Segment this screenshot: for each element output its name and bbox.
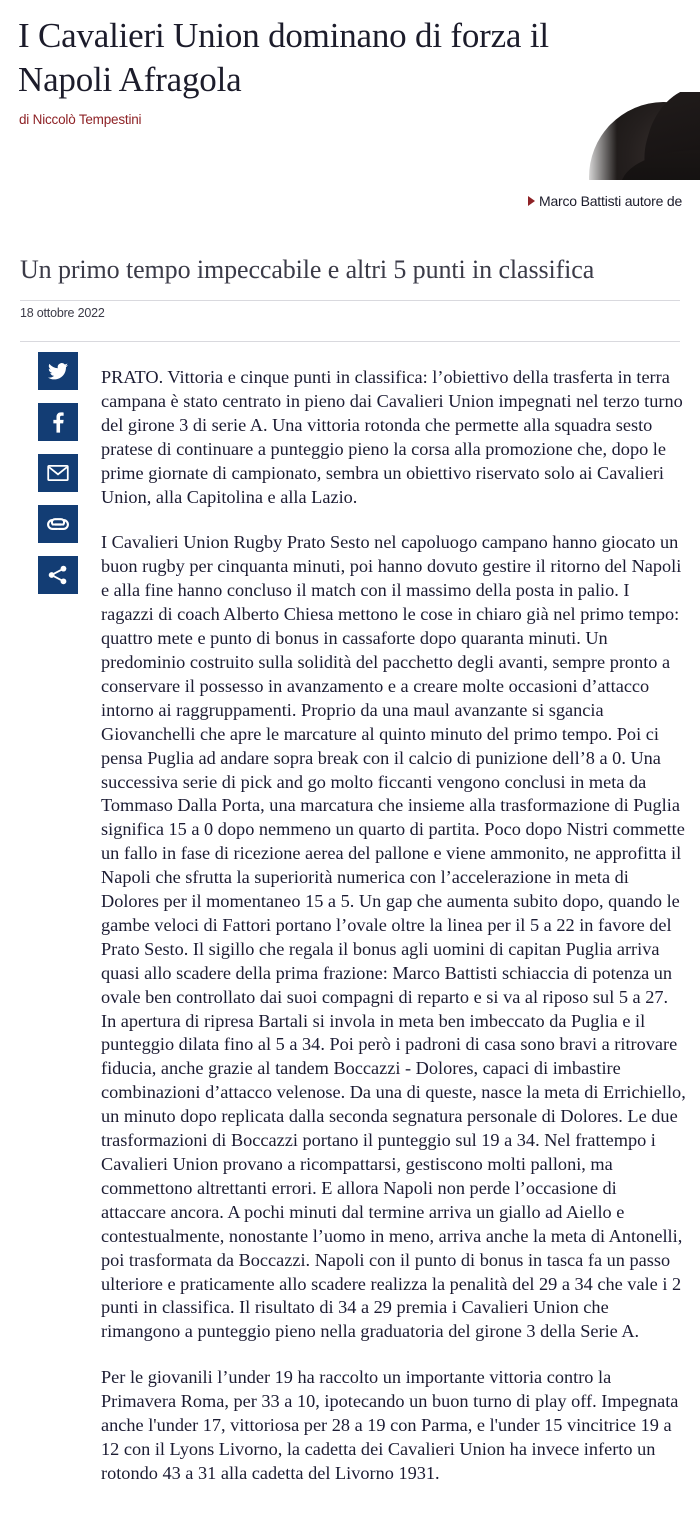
photo-caption-text: Marco Battisti autore de [539, 193, 683, 209]
share-link-button[interactable] [38, 505, 78, 543]
photo-edge-fade [583, 92, 617, 180]
lead-photo [583, 92, 700, 180]
article-byline: di Niccolò Tempestini [19, 112, 142, 127]
email-icon [47, 465, 69, 481]
page-title: I Cavalieri Union dominano di forza il Napoli Afragola [18, 16, 549, 100]
triangle-bullet-icon [528, 196, 535, 206]
article-body [101, 366, 686, 1486]
twitter-icon [48, 363, 68, 380]
share-twitter-button[interactable] [38, 352, 78, 390]
share-facebook-button[interactable] [38, 403, 78, 441]
facebook-icon [53, 412, 64, 433]
share-rail [38, 352, 78, 594]
share-generic-button[interactable] [38, 556, 78, 594]
article-paragraph: Per le giovanili l’under 19 ha raccolto un importante vittoria contro la Primavera Roma, per 33 a 10, ipotecando un buon turno di play off. Impegnata anche l'under 17, vittoriosa per 28 a 19 con Parma, e l'under 15 vincitrice 19 a 12 con il Lyons Livorno, la cadetta dei Cavalieri Union ha invece inferto un rotondo 43 a 31 alla cadetta del Livorno 1931. [101, 1367, 679, 1483]
article-paragraph: I Cavalieri Union Rugby Prato Sesto nel capoluogo campano hanno giocato un buon rugby per cinquanta minuti, poi hanno dovuto gestire il ritorno del Napoli e alla fine hanno concluso il match con il massimo della posta in palio. I ragazzi di coach Alberto Chiesa mettono le cose in chiaro già nel primo tempo: quattro mete e punto di bonus in cassaforte dopo quaranta minuti. Un predominio costruito sulla solidità del pacchetto degli avanti, sempre pronto a conservare il possesso in avanzamento e a creare molte occasioni d’attacco intorno ai raggruppamenti. Proprio da una maul avanzante si sgancia Giovanchelli che apre le marcature al quinto minuto del primo tempo. Poi ci pensa Puglia ad andare sopra break con il calcio di punizione dell’8 a 0. Una successiva serie di pick and go molto ficcanti vengono conclusi in meta da Tommaso Dalla Porta, una marcatura che insieme alla trasformazione di Puglia significa 15 a 0 dopo nemmeno un quarto di partita. Poco dopo Nistri commette un fallo in fase di ricezione aerea del pallone e viene ammonito, ne approfitta il Napoli che sfrutta la superiorità numerica con l’accelerazione in meta di Dolores per il momentaneo 15 a 5. Un gap che aumenta subito dopo, quando le gambe veloci di Fattori portano l’ovale oltre la linea per il 5 a 22 in favore del Prato Sesto. Il sigillo che regala il bonus agli uomini di capitan Puglia arriva quasi allo scadere della prima frazione: Marco Battisti schiaccia di potenza un ovale ben controllato dai suoi compagni di reparto e si va al riposo sul 5 a 27. In apertura di ripresa Bartali si invola in meta ben imbeccato da Puglia e il punteggio dilata fino al 5 a 34. Poi però i padroni di casa sono bravi a ritrovare fiducia, anche grazie al tandem Boccazzi - Dolores, capaci di imbastire combinazioni d’attacco velenose. Da una di queste, nasce la meta di Errichiello, un minuto dopo replicata dalla seconda segnatura personale di Dolores. Le due trasformazioni di Boccazzi portano il punteggio sul 19 a 34. Nel frattempo i Cavalieri Union provano a ricompattarsi, gestiscono molti palloni, ma commettono altrettanti errori. E allora Napoli non perde l’occasione di attaccare ancora. A pochi minuti dal termine arriva un giallo ad Aiello e contestualmente, nonostante l’uomo in meno, arriva anche la meta di Antonelli, poi trasformata da Boccazzi. Napoli con il punto di bonus in tasca fa un passo ulteriore e praticamente allo scadere realizza la penalità del 29 a 34 che vale i 2 punti in classifica. Il risultato di 34 a 29 premia i Cavalieri Union che rimangono a punteggio pieno nella graduatoria del girone 3 della Serie A. [101, 532, 686, 1342]
article-paragraph: PRATO. Vittoria e cinque punti in classifica: l’obiettivo della trasferta in terra campana è stato centrato in pieno dai Cavalieri Union impegnati nel terzo turno del girone 3 di serie A. Una vittoria rotonda che permette alla squadra sesto pratese di continuare a punteggio pieno la corsa alla promozione che, dopo le prime giornate di campionato, sembra un obiettivo riservato solo ai Cavalieri Union, alla Capitolina e alla Lazio. [101, 367, 683, 507]
article-date: 18 ottobre 2022 [20, 306, 105, 320]
photo-caption [528, 193, 700, 209]
divider-bottom [20, 341, 680, 342]
article-subhead: Un primo tempo impeccabile e altri 5 punti in classifica [20, 255, 595, 284]
share-email-button[interactable] [38, 454, 78, 492]
share-icon [48, 565, 68, 585]
divider-top [20, 300, 680, 301]
link-icon [47, 518, 69, 531]
